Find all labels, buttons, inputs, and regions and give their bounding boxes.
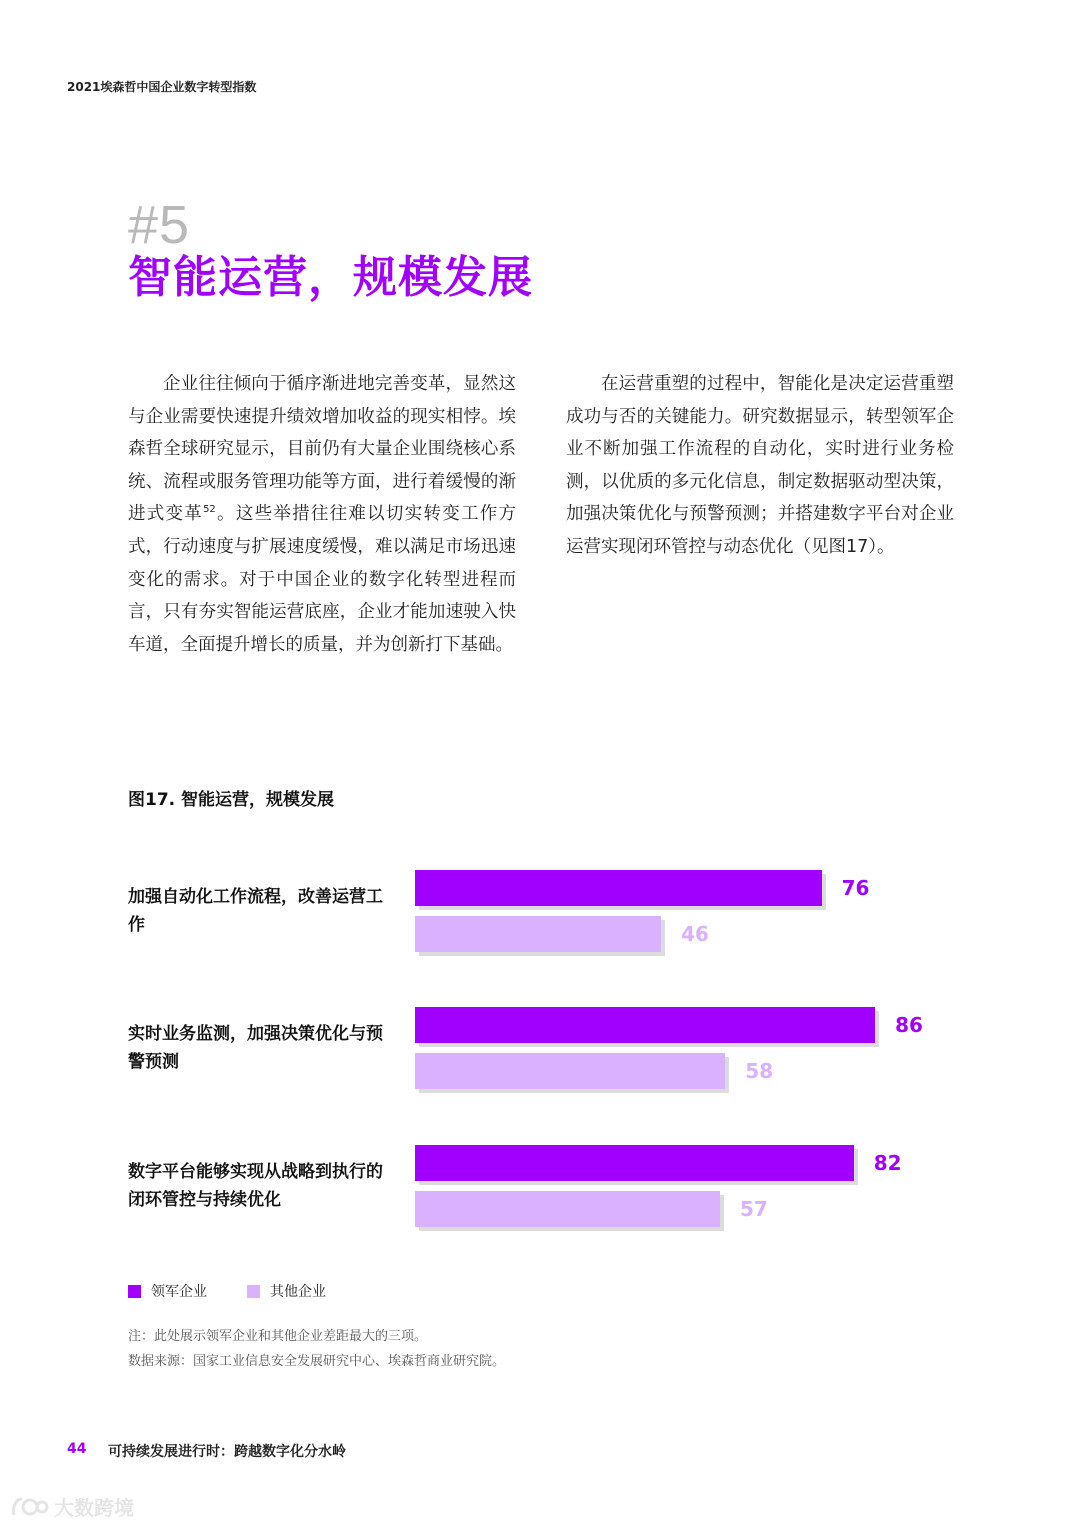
bar-leader — [415, 870, 822, 906]
footnote-ref[interactable]: 52 — [203, 504, 216, 516]
body-paragraph-left — [128, 368, 516, 661]
bar-other — [415, 916, 661, 952]
page-number: 44 — [67, 1441, 87, 1457]
bar-other — [415, 1053, 725, 1089]
legend-item-other — [247, 1281, 326, 1301]
section-number: #5 — [128, 195, 191, 255]
body-left-text: 企业往往倾向于循序渐进地完善变革，显然这与企业需要快速提升绩效增加收益的现实相悖。埃森哲全球研究显示，目前仍有大量企业围绕核心系统、流程或服务管理功能等方面，进行着缓慢的渐进式变革 — [128, 374, 516, 525]
watermark-text: 大数跨境 — [54, 1496, 134, 1520]
category-label: 实时业务监测，加强决策优化与预警预测 — [128, 1024, 383, 1072]
data-source: 数据来源：国家工业信息安全发展研究中心、埃森哲商业研究院。 — [128, 1354, 506, 1369]
legend-swatch-leader — [128, 1285, 141, 1298]
chart-note: 注：此处展示领军企业和其他企业差距最大的三项。 — [128, 1329, 428, 1344]
data-label-leader: 86 — [895, 1013, 923, 1037]
bar-leader — [415, 1145, 854, 1181]
data-label-other: 57 — [739, 1197, 768, 1221]
figure-title: 图17. 智能运营，规模发展 — [128, 790, 335, 810]
watermark-logo-icon — [10, 1495, 50, 1519]
bar-other — [415, 1191, 720, 1227]
data-label-other: 58 — [745, 1059, 774, 1083]
footer-title: 可持续发展进行时：跨越数字化分水岭 — [108, 1444, 346, 1460]
data-label-leader: 76 — [841, 876, 870, 900]
chart-legend — [128, 1281, 366, 1301]
section-title: 智能运营，规模发展 — [128, 252, 533, 303]
body-left-text-cont: 。这些举措往往难以切实转变工作方式，行动速度与扩展速度缓慢，难以满足市场迅速变化的需求。对于中国企业的数字化转型进程而言，只有夯实智能运营底座，企业才能加速驶入快车道，全面提升增长的质量，并为创新打下基础。 — [128, 504, 517, 655]
legend-label-other: 其他企业 — [270, 1284, 326, 1300]
report-header: 2021埃森哲中国企业数字转型指数 — [67, 80, 257, 94]
data-label-other: 46 — [681, 922, 709, 946]
legend-swatch-other — [247, 1285, 260, 1298]
legend-label-leader: 领军企业 — [151, 1284, 207, 1300]
data-label-leader: 82 — [873, 1151, 902, 1175]
watermark — [10, 1492, 134, 1521]
legend-item-leader — [128, 1281, 207, 1301]
category-label: 加强自动化工作流程，改善运营工作 — [128, 887, 383, 935]
body-paragraph-right: 在运营重塑的过程中，智能化是决定运营重塑成功与否的关键能力。研究数据显示，转型领军企业不断加强工作流程的自动化，实时进行业务检测，以优质的多元化信息，制定数据驱动型决策，加强决策优化与预警预测；并搭建数字平台对企业运营实现闭环管控与动态优化（见图17）。 — [566, 374, 954, 557]
category-label: 数字平台能够实现从战略到执行的闭环管控与持续优化 — [128, 1162, 383, 1210]
bar-leader — [415, 1007, 875, 1043]
